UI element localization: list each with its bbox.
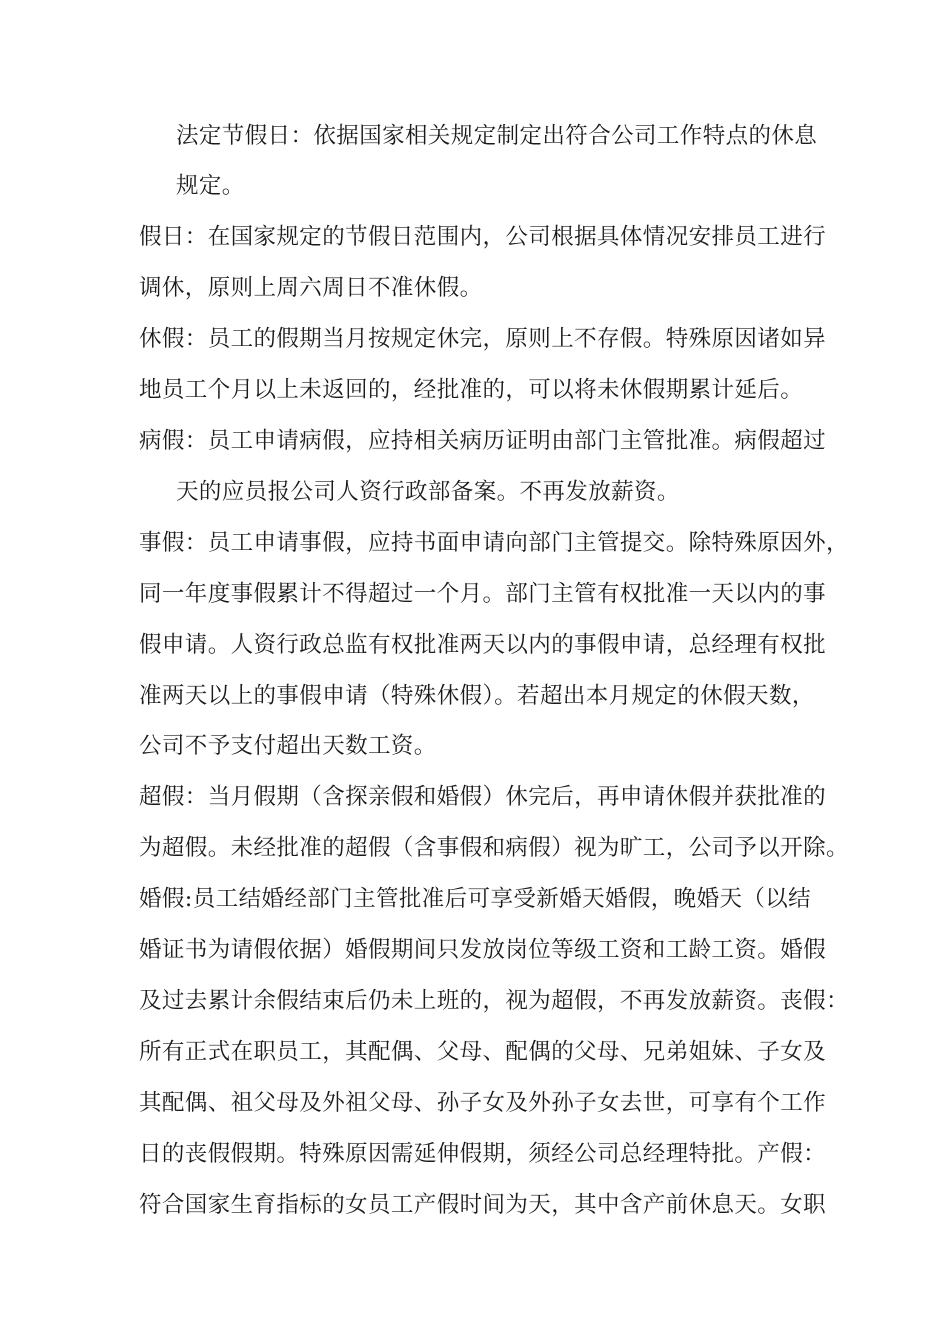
text-line-8: 天的应员报公司人资行政部备案。不再发放薪资。 xyxy=(176,479,680,505)
text-line-11: 假申请。人资行政总监有权批准两天以内的事假申请，总经理有权批 xyxy=(139,632,827,658)
text-line-7: 病假：员工申请病假，应持相关病历证明由部门主管批准。病假超过 xyxy=(139,428,827,454)
text-line-10: 同一年度事假累计不得超过一个月。部门主管有权批准一天以内的事 xyxy=(139,581,827,607)
text-line-5: 休假：员工的假期当月按规定休完，原则上不存假。特殊原因诸如异 xyxy=(139,326,827,352)
text-line-16: 婚假:员工结婚经部门主管批准后可享受新婚天婚假，晚婚天（以结 xyxy=(139,886,812,912)
text-line-19: 所有正式在职员工，其配偶、父母、配偶的父母、兄弟姐妹、子女及 xyxy=(139,1039,827,1065)
text-line-21: 日的丧假假期。特殊原因需延伸假期，须经公司总经理特批。产假： xyxy=(139,1141,827,1167)
text-line-3: 假日：在国家规定的节假日范围内，公司根据具体情况安排员工进行 xyxy=(139,224,827,250)
text-line-9: 事假：员工申请事假，应持书面申请向部门主管提交。除特殊原因外， xyxy=(139,530,849,556)
text-line-2: 规定。 xyxy=(176,173,245,199)
text-line-20: 其配偶、祖父母及外祖父母、孙子女及外孙子女去世，可享有个工作 xyxy=(139,1090,827,1116)
text-line-13: 公司不予支付超出天数工资。 xyxy=(139,733,437,759)
text-line-1: 法定节假日：依据国家相关规定制定出符合公司工作特点的休息 xyxy=(176,123,818,149)
text-line-6: 地员工个月以上未返回的，经批准的，可以将未休假期累计延后。 xyxy=(139,377,804,403)
text-line-12: 准两天以上的事假申请（特殊休假）。若超出本月规定的休假天数， xyxy=(139,683,815,709)
text-line-4: 调休，原则上周六周日不准休假。 xyxy=(139,275,483,301)
text-line-18: 及过去累计余假结束后仍未上班的，视为超假，不再发放薪资。丧假： xyxy=(139,988,849,1014)
text-line-15: 为超假。未经批准的超假（含事假和病假）视为旷工，公司予以开除。 xyxy=(139,835,849,861)
text-line-14: 超假：当月假期（含探亲假和婚假）休完后，再申请休假并获批准的 xyxy=(139,784,827,810)
text-line-22: 符合国家生育指标的女员工产假时间为天，其中含产前休息天。女职 xyxy=(139,1192,827,1218)
text-line-17: 婚证书为请假依据）婚假期间只发放岗位等级工资和工龄工资。婚假 xyxy=(139,937,827,963)
